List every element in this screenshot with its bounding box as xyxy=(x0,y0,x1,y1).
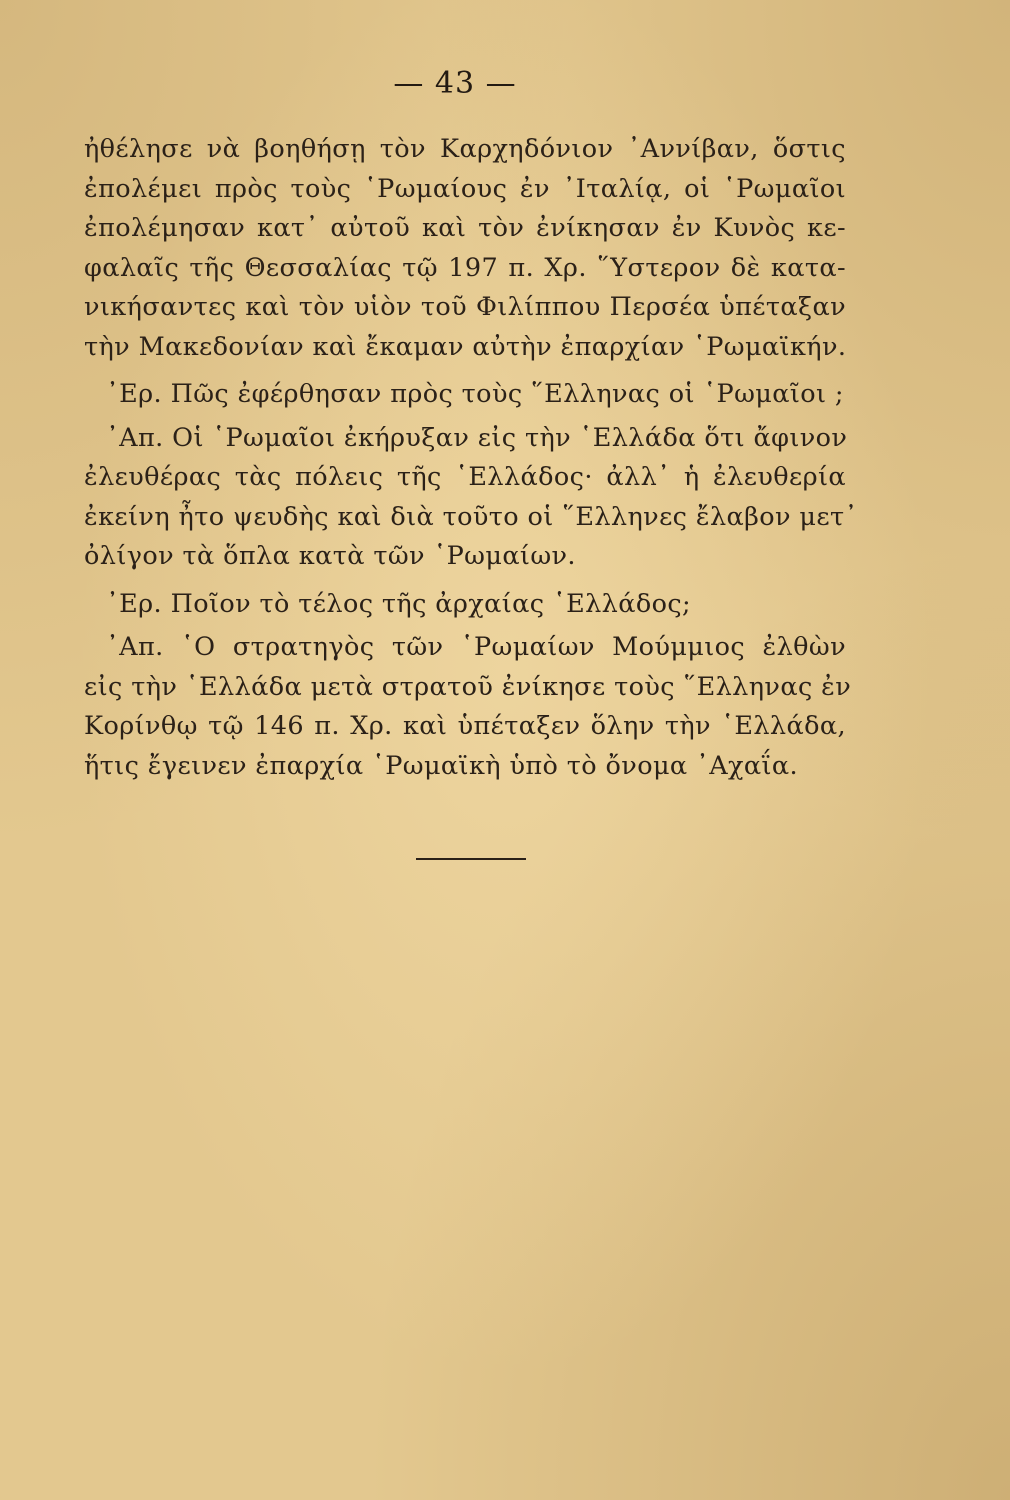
text-line: ἐπολέμησαν κατ᾽ αὐτοῦ καὶ τὸν ἐνίκησαν ἐν Κυνὸς κε- xyxy=(84,213,846,243)
text-line: ἠθέλησε νὰ βοηθήσῃ τὸν Καρχηδόνιον ᾽Αννίβαν, ὅστις xyxy=(84,134,846,164)
text-line: φαλαῖς τῆς Θεσσαλίας τῷ 197 π. Χρ. ῞Υστερον δὲ κατα- xyxy=(84,252,846,283)
paragraph xyxy=(84,130,846,367)
text-line: Κορίνθῳ τῷ 146 π. Χρ. καὶ ὑπέταξεν ὅλην τὴν ῾Ελλάδα, xyxy=(84,711,846,741)
text-line: ᾽Απ. ῾Ο στρατηγὸς τῶν ῾Ρωμαίων Μούμμιος ἐλθὼν xyxy=(106,632,846,662)
question-paragraph xyxy=(84,375,846,415)
text-line: ὀλίγον τὰ ὅπλα κατὰ τῶν ῾Ρωμαίων. xyxy=(84,541,576,571)
answer-paragraph xyxy=(84,628,852,786)
section-divider xyxy=(416,858,526,860)
question-paragraph xyxy=(84,585,846,625)
text-line: ἐκείνη ἦτο ψευδὴς καὶ διὰ τοῦτο οἱ ῞Ελληνες ἔλαβον μετ᾽ xyxy=(84,501,858,532)
text-line: νικήσαντες καὶ τὸν υἱὸν τοῦ Φιλίππου Περσέα ὑπέταξαν xyxy=(84,292,846,322)
text-line: εἰς τὴν ῾Ελλάδα μετὰ στρατοῦ ἐνίκησε τοὺς ῞Ελληνας ἐν xyxy=(84,671,852,702)
text-line: ᾽Απ. Οἱ ῾Ρωμαῖοι ἐκήρυξαν εἰς τὴν ῾Ελλάδα ὅτι ἄφινον xyxy=(106,422,848,453)
body-text xyxy=(84,130,858,786)
text-line: ᾽Ερ. Πῶς ἐφέρθησαν πρὸς τοὺς ῞Ελληνας οἱ ῾Ρωμαῖοι ; xyxy=(106,379,844,409)
text-line: ἐλευθέρας τὰς πόλεις τῆς ῾Ελλάδος· ἀλλ᾽ ἡ ἐλευθερία xyxy=(84,462,846,492)
answer-paragraph xyxy=(84,419,858,577)
text-line: τὴν Μακεδονίαν καὶ ἔκαμαν αὐτὴν ἐπαρχίαν ῾Ρωμαϊκήν. xyxy=(84,331,847,362)
page-number: — 43 — xyxy=(393,66,517,101)
text-line: ἐπολέμει πρὸς τοὺς ῾Ρωμαίους ἐν ᾽Ιταλίᾳ, οἱ ῾Ρωμαῖοι xyxy=(84,173,846,204)
text-line: ᾽Ερ. Ποῖον τὸ τέλος τῆς ἀρχαίας ῾Ελλάδος; xyxy=(106,588,692,619)
text-line: ἥτις ἔγεινεν ἐπαρχία ῾Ρωμαϊκὴ ὑπὸ τὸ ὄνομα ᾽Αχαΐα. xyxy=(84,750,799,781)
